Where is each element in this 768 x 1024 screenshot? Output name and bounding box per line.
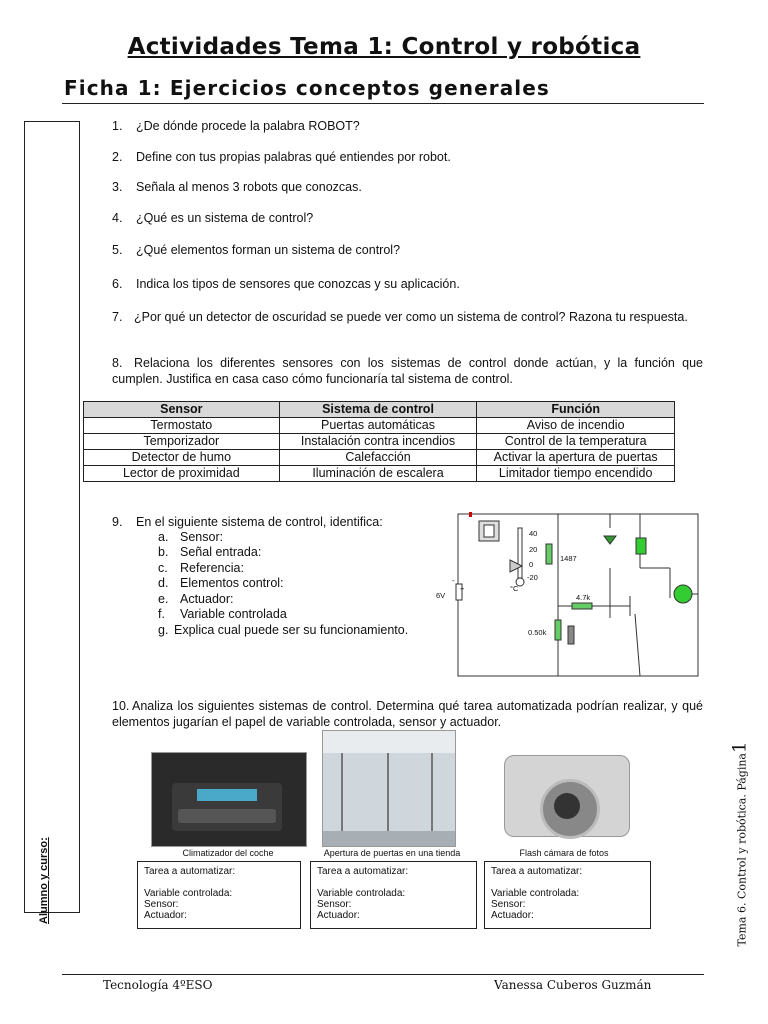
question-2: 2. Define con tus propias palabras qué entiendes por robot. xyxy=(112,150,451,164)
table-cell: Termostato xyxy=(84,418,280,434)
answer-line: Variable controlada: xyxy=(144,888,233,899)
q9-item-g: g. Explica cual puede ser su funcionamiento. xyxy=(158,623,409,637)
sensor-relation-table xyxy=(83,401,675,482)
table-cell: Limitador tiempo encendido xyxy=(477,466,675,482)
page-title: Actividades Tema 1: Control y robótica xyxy=(127,34,641,60)
photo-caption: Climatizador del coche xyxy=(182,848,274,858)
potentiometer-value: 0.50k xyxy=(528,628,547,637)
worksheet-subtitle: Ficha 1: Ejercicios conceptos generales xyxy=(64,76,550,100)
q9-item-d: d. Elementos control: xyxy=(158,576,284,590)
question-8: 8. Relaciona los diferentes sensores con los sistemas de control donde actúan, y la función que cumplen. Justifica en casa caso cómo funcionaría tal sistema de control. xyxy=(112,356,703,386)
answer-line: Actuador: xyxy=(317,910,360,921)
footer-course: Tecnología 4ºESO xyxy=(103,978,213,992)
page-number-label: Tema 6. Control y robótica. Página1 xyxy=(729,741,751,947)
q9-item-a: a. Sensor: xyxy=(158,530,224,544)
answer-line: Sensor: xyxy=(144,899,179,910)
table-cell: Lector de proximidad xyxy=(84,466,280,482)
table-cell: Instalación contra incendios xyxy=(279,434,477,450)
answer-line: Actuador: xyxy=(144,910,187,921)
diode-icon xyxy=(604,536,616,544)
answer-line: Tarea a automatizar: xyxy=(317,866,409,877)
answer-line: Variable controlada: xyxy=(491,888,580,899)
question-3: 3. Señala al menos 3 robots que conozcas. xyxy=(112,180,362,194)
photo-caption: Flash cámara de fotos xyxy=(519,848,609,858)
relay-icon xyxy=(636,538,646,554)
answer-line: Variable controlada: xyxy=(317,888,406,899)
table-row xyxy=(84,418,675,434)
answer-line: Tarea a automatizar: xyxy=(491,866,583,877)
question-4: 4. ¿Qué es un sistema de control? xyxy=(112,211,314,225)
table-header: Función xyxy=(477,402,675,418)
footer-divider xyxy=(62,974,704,975)
q9-item-e: e. Actuador: xyxy=(158,592,234,606)
header-divider xyxy=(62,103,704,104)
battery-plus: + xyxy=(460,584,465,593)
question-7: 7. ¿Por qué un detector de oscuridad se puede ver como un sistema de control? Razona tu respuesta. xyxy=(112,310,688,324)
thermometer-icon xyxy=(518,528,522,578)
table-cell: Aviso de incendio xyxy=(477,418,675,434)
resistor-value: 4.7k xyxy=(576,593,591,602)
table-header-row xyxy=(84,402,675,418)
question-9: 9. En el siguiente sistema de control, identifica: xyxy=(112,515,383,529)
scale-label: 0 xyxy=(529,560,534,569)
control-circuit-diagram xyxy=(430,508,705,680)
question-1: 1. ¿De dónde procede la palabra ROBOT? xyxy=(112,119,360,133)
table-cell: Calefacción xyxy=(279,450,477,466)
question-6: 6. Indica los tipos de sensores que conozcas y su aplicación. xyxy=(112,277,460,291)
resistor-icon xyxy=(572,603,592,609)
thermistor-value: 1487 xyxy=(560,554,577,563)
student-name-box xyxy=(24,121,80,913)
scale-label: 40 xyxy=(529,529,538,538)
lamp-icon xyxy=(674,585,692,603)
table-cell: Temporizador xyxy=(84,434,280,450)
answer-line: Sensor: xyxy=(491,899,526,910)
answer-line: Actuador: xyxy=(491,910,534,921)
q9-item-c: c. Referencia: xyxy=(158,561,244,575)
scale-label: 20 xyxy=(529,545,538,554)
table-cell: Activar la apertura de puertas xyxy=(477,450,675,466)
table-row xyxy=(84,434,675,450)
question-5: 5. ¿Qué elementos forman un sistema de control? xyxy=(112,243,401,257)
table-header: Sensor xyxy=(84,402,280,418)
question-10: 10. Analiza los siguientes sistemas de control. Determina qué tarea automatizada podrían realizar, y qué elementos jugarían el papel de variable controlada, sensor y actuador. xyxy=(112,699,703,729)
battery-voltage: 6V xyxy=(436,591,446,600)
answer-box xyxy=(310,861,477,929)
q9-item-f: f. Variable controlada xyxy=(158,607,287,621)
potentiometer-icon xyxy=(555,620,561,640)
table-cell: Detector de humo xyxy=(84,450,280,466)
photo-caption: Apertura de puertas en una tienda xyxy=(323,848,461,858)
shop-door-photo xyxy=(322,730,456,847)
camera-photo xyxy=(497,742,632,844)
footer-author: Vanessa Cuberos Guzmán xyxy=(494,978,652,992)
answer-line: Sensor: xyxy=(317,899,352,910)
q9-item-b: b. Señal entrada: xyxy=(158,545,262,559)
answer-box xyxy=(137,861,301,929)
unit-label: °C xyxy=(510,584,519,593)
page-number: 1 xyxy=(729,741,751,754)
car-climate-photo xyxy=(151,752,307,847)
scale-label: -20 xyxy=(527,573,538,582)
battery-minus: - xyxy=(452,576,455,585)
table-cell: Puertas automáticas xyxy=(279,418,477,434)
answer-line: Tarea a automatizar: xyxy=(144,866,236,877)
table-header: Sistema de control xyxy=(279,402,477,418)
student-name-label: Alumno y curso: xyxy=(38,837,50,924)
answer-box xyxy=(484,861,651,929)
table-cell: Iluminación de escalera xyxy=(279,466,477,482)
table-row xyxy=(84,450,675,466)
table-cell: Control de la temperatura xyxy=(477,434,675,450)
table-row xyxy=(84,466,675,482)
thermistor-icon xyxy=(546,544,552,564)
